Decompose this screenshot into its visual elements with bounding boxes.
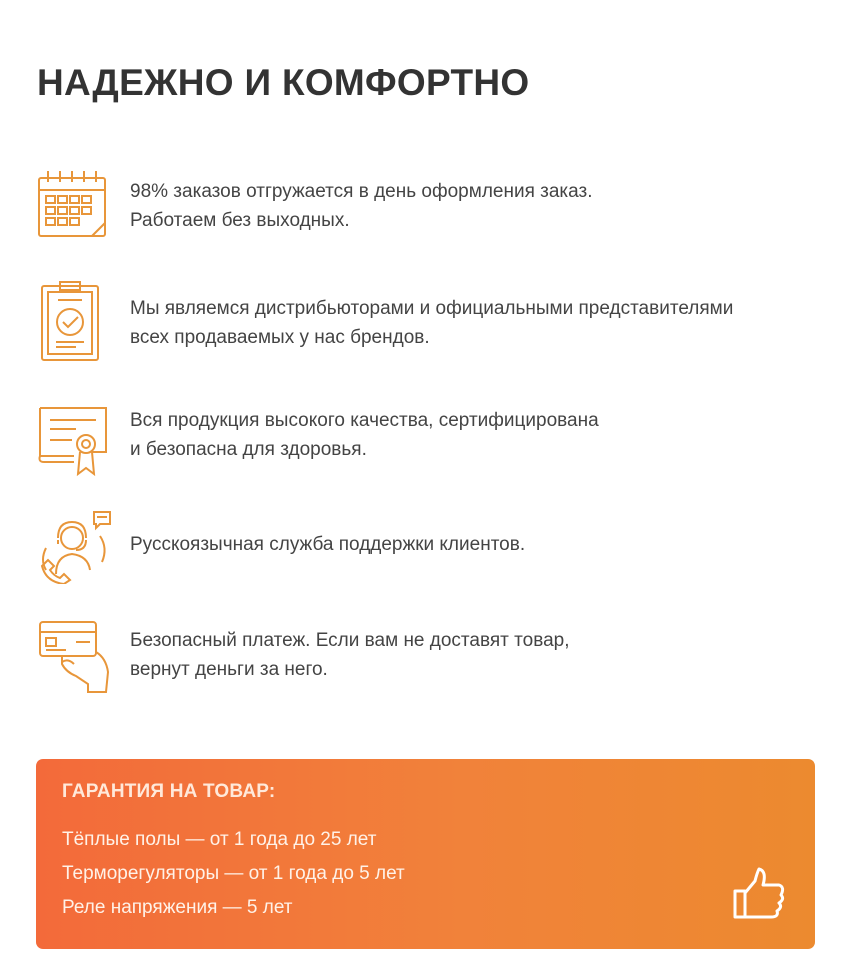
guarantee-item: Тёплые полы — от 1 года до 25 лет (62, 829, 377, 850)
card-payment-icon (36, 618, 112, 694)
feature-text (130, 294, 733, 352)
feature-line: Русскоязычная служба поддержки клиентов. (130, 534, 526, 555)
feature-text (130, 177, 593, 235)
guarantee-item: Реле напряжения — 5 лет (62, 897, 293, 918)
feature-line: Работаем без выходных. (130, 210, 350, 231)
clipboard-check-icon (36, 280, 112, 356)
feature-item-quality (36, 402, 836, 492)
feature-item-distributor (36, 280, 836, 370)
calendar-icon (36, 166, 112, 242)
feature-line: Безопасный платеж. Если вам не доставят товар, (130, 630, 570, 651)
feature-text (130, 626, 570, 684)
feature-line: Мы являемся дистрибьюторами и официальными представителями (130, 298, 734, 319)
certificate-icon (36, 402, 112, 478)
feature-line: и безопасна для здоровья. (130, 439, 367, 460)
feature-text (130, 530, 525, 559)
page-title: НАДЕЖНО И КОМФОРТНО (37, 62, 530, 103)
guarantee-list (62, 823, 405, 925)
feature-line: Вся продукция высокого качества, сертифицирована (130, 410, 599, 431)
guarantee-title: ГАРАНТИЯ НА ТОВАР: (62, 781, 276, 802)
feature-item-shipping (36, 166, 836, 256)
feature-line: 98% заказов отгружается в день оформления заказ. (130, 181, 593, 202)
feature-item-payment (36, 618, 836, 708)
feature-item-support (36, 508, 836, 598)
guarantee-item: Терморегуляторы — от 1 года до 5 лет (62, 863, 405, 884)
guarantee-banner (36, 759, 815, 949)
feature-text (130, 406, 599, 464)
feature-line: вернут деньги за него. (130, 659, 328, 680)
thumbs-up-icon (731, 865, 787, 921)
feature-line: всех продаваемых у нас брендов. (130, 327, 430, 348)
support-agent-icon (36, 508, 112, 584)
